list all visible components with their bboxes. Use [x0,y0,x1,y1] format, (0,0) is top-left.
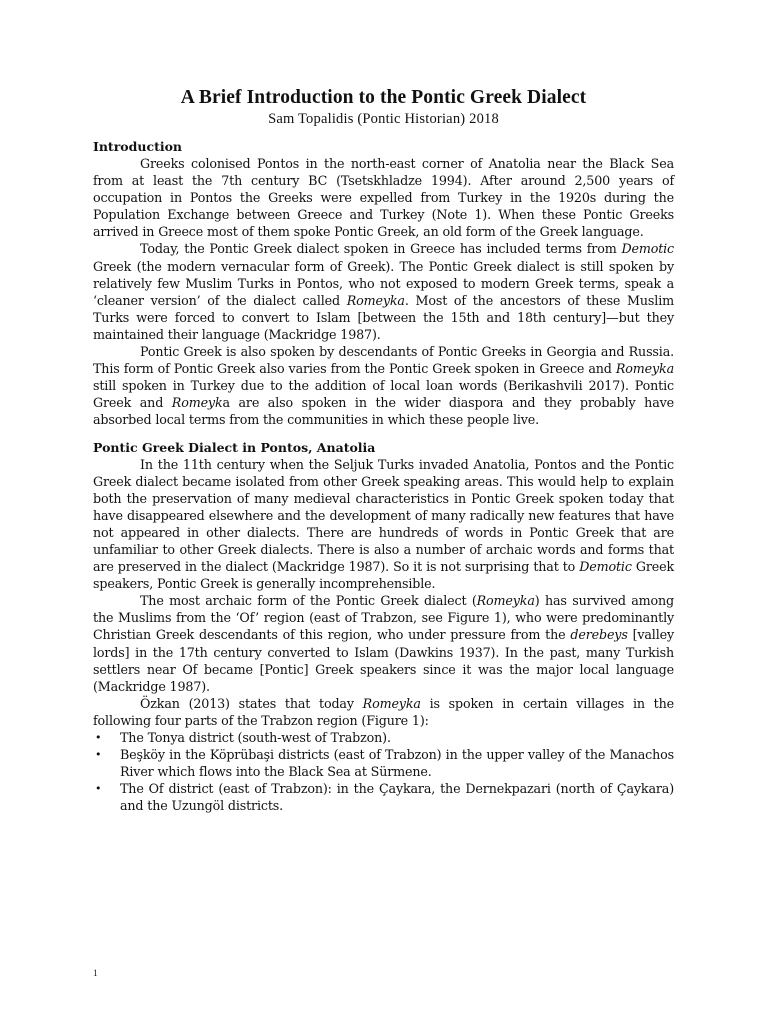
text-run: ) has survived among the Muslims from the ‘Of’ region (east of Trabzon, see Figure 1), who were predominantly Christian Greek descendants of this region, who under pressure from the [93,593,675,643]
text-run: still spoken in Turkey due to the addition of local loan words (Berikashvili 2017). Pontic Greek and [93,378,674,411]
document-subtitle: Sam Topalidis (Pontic Historian) 2018 [268,111,499,127]
pontos-paragraph-2 [93,592,674,695]
pontos-paragraph-1 [93,456,674,593]
italic-term: Demotic [621,241,674,257]
text-run: In the 11th century when the Seljuk Turks invaded Anatolia, Pontos and the Pontic Greek dialect became isolated from other Greek speaking areas. This would help to explain both the preservation of many medieval characteristics in Pontic Greek spoken today that have disappeared elsewhere and the development of many radically new features that have not appeared in other dialects. There are hundreds of words in Pontic Greek that are unfamiliar to other Greek dialects. There is also a number of archaic words and forms that are preserved in the dialect (Mackridge 1987). So it is not surprising that to [93,456,674,575]
italic-term: Romeyka [615,361,674,377]
text-run: Greek (the modern vernacular form of Greek). The Pontic Greek dialect is still spoken by relatively few Muslim Turks in Pontos, who not exposed to modern Greek terms, speak a ‘cleaner version’ of the dialect called [93,258,674,308]
pontos-paragraph-3 [93,695,674,729]
list-item-text: The Tonya district (south-west of Trabzon). [120,730,391,745]
text-run: The most archaic form of the Pontic Greek dialect ( [140,593,477,609]
bullet-icon: • [95,731,102,744]
italic-term: Romeyka [362,695,421,711]
intro-paragraph-1: Greeks colonised Pontos in the north-east corner of Anatolia near the Black Sea from at least the 7th century BC (Tsetskhladze 1994). After around 2,500 years of occupation in Pontos the Greeks were expelled from Turkey in the 1920s during the Population Exchange between Greece and Turkey (Note 1). When these Pontic Greeks arrived in Greece most of them spoke Pontic Greek, an old form of the Greek language. [93,156,674,240]
italic-term: derebeys [570,627,628,643]
italic-term: Romeyka [476,593,535,609]
text-run: Özkan (2013) states that today [140,695,363,711]
list-item [93,729,674,746]
section-heading-introduction: Introduction [93,139,183,154]
list-item [93,780,674,814]
bullet-icon: • [95,782,102,796]
italic-term: Romeyka [346,292,405,308]
text-run: Greek speakers, Pontic Greek is generally incomprehensible. [93,559,674,592]
list-item-text: The Of district (east of Trabzon): in the Çaykara, the Dernekpazari (north of Çaykara) and the Uzungöl districts. [120,781,674,814]
bullet-icon: • [95,748,102,762]
list-item [93,746,674,780]
page-number: 1 [93,968,98,978]
region-bullet-list [93,729,674,814]
text-run: Pontic Greek is also spoken by descendants of Pontic Greeks in Georgia and Russia. This form of Pontic Greek also varies from the Pontic Greek spoken in Greece and [93,344,674,377]
text-run: Today, the Pontic Greek dialect spoken in Greece has included terms from [140,241,622,257]
intro-paragraph-3 [93,343,674,428]
text-run: is spoken in certain villages in the following four parts of the Trabzon region (Figure 1): [93,695,675,728]
document-content [93,86,674,814]
intro-paragraph-2 [93,240,674,343]
italic-term: Romeyk [171,395,223,411]
text-run: [valley lords] in the 17th century converted to Islam (Dawkins 1937). In the past, many Turkish settlers near Of became [Pontic] Greek speakers since it was the major local language (Mackridge 1987). [93,627,674,694]
section-heading-pontos: Pontic Greek Dialect in Pontos, Anatolia [93,439,376,455]
text-run: . Most of the ancestors of these Muslim Turks were forced to convert to Islam [between the 15th and 18th century]—but they maintained their language (Mackridge 1987). [93,292,674,342]
document-title: A Brief Introduction to the Pontic Greek Dialect [180,87,587,108]
italic-term: Demotic [579,559,632,575]
text-run: a are also spoken in the wider diaspora and they probably have absorbed local terms from the communities in which these people live. [93,395,674,428]
list-item-text: Beşköy in the Köprübaşi districts (east of Trabzon) in the upper valley of the Manachos River which flows into the Black Sea at Sürmene. [120,747,674,780]
